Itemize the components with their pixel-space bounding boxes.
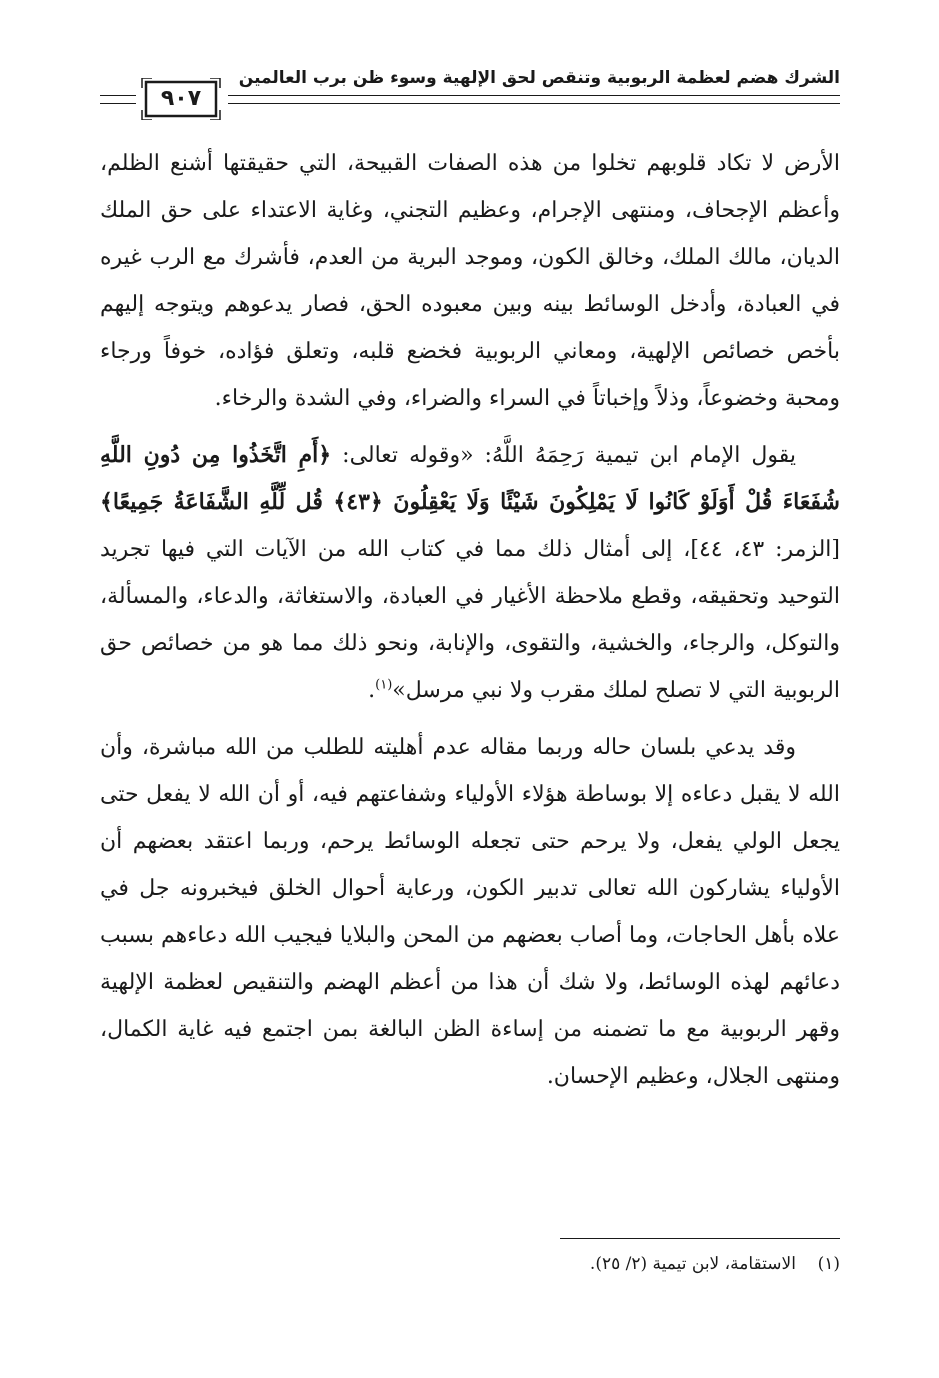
paragraph-1: الأرض لا تكاد قلوبهم تخلوا من هذه الصفات القبيحة، التي حقيقتها أشنع الظلم، وأعظم الإجحاف، ومنتهى الإجرام، وعظيم التجني، وغاية الاعتداء على حق الملك الديان، مالك الملك، وخالق الكون، وموجد البرية من العدم، فأشرك مع الرب غيره في العبادة، وأدخل الوسائط بينه وبين معبوده الحق، فصار يدعوهم ويتوجه إليهم بأخص خصائص الإلهية، ومعاني الربوبية فخضع قلبه، وتعلق فؤاده، خوفاً ورجاء ومحبة وخضوعاً، وذلاً وإخباتاً في السراء والضراء، وفي الشدة والرخاء. xyxy=(100,151,840,411)
header-rule-right-bottom xyxy=(228,103,840,104)
main-text xyxy=(100,140,840,1110)
quote-end: . xyxy=(368,678,376,703)
paragraph-3: وقد يدعي بلسان حاله وربما مقاله عدم أهليته للطلب من الله مباشرة، وأن الله لا يقبل دعاءه إلا بوساطة هؤلاء الأولياء وشفاعتهم فيه، أو أن الله لا يفعل حتى يجعل الولي يفعل، ولا يرحم حتى تجعله الوسائط يرحم، وربما اعتقد بعضهم أن الأولياء يشاركون الله تعالى تدبير الكون، ورعاية أحوال الخلق فيخبرونه جل في علاه بأهل الحاجات، وما أصاب بعضهم من المحن والبلايا فيجيب الله دعاءهم بسبب دعائهم لهذه الوسائط، ولا شك أن هذا من أعظم الهضم والتنقيص لعظمة الإلهية وقهر الربوبية مع ما تضمنه من إساءة الظن البالغة بمن اجتمع فيه غاية الكمال، ومنتهى الجلال، وعظيم الإحسان. xyxy=(100,735,840,1089)
running-title: الشرك هضم لعظمة الربوبية وتنقص لحق الإلهية وسوء ظن برب العالمين xyxy=(238,68,840,88)
footnote-text: الاستقامة، لابن تيمية (٢/ ٢٥). xyxy=(589,1254,796,1274)
page-number: ٩٠٧ xyxy=(160,86,202,111)
paragraph-2 xyxy=(100,432,840,714)
header-rule-left-bottom xyxy=(100,103,136,104)
quote-intro: يقول الإمام ابن تيمية رَحِمَهُ اللَّهُ: «وقوله تعالى: xyxy=(331,443,797,468)
header-rule-right-top xyxy=(228,95,840,96)
footnote-reference[interactable]: (١) xyxy=(375,677,393,693)
footnote-number: (١) xyxy=(817,1254,840,1274)
quote-body: [الزمر: ٤٣، ٤٤]، إلى أمثال ذلك مما في كتاب الله من الآيات التي فيها تجريد التوحيد وتحقيقه، وقطع ملاحظة الأغيار في العبادة، والاستغاثة، والدعاء، والمسألة، والتوكل، والرجاء، والخشية، والتقوى، والإنابة، ونحو ذلك مما هو من خصائص حق الربوبية التي لا تصلح لملك مقرب ولا نبي مرسل» xyxy=(100,537,840,703)
quran-verse: ﴿أَمِ اتَّخَذُوا مِن دُونِ اللَّهِ شُفَعَاءَ قُلْ أَوَلَوْ كَانُوا لَا يَمْلِكُونَ شَيْئًا وَلَا يَعْقِلُونَ ﴿٤٣﴾ قُل لِّلَّهِ الشَّفَاعَةُ جَمِيعًا﴾ xyxy=(100,442,840,515)
page-header xyxy=(100,62,840,126)
footnote-separator xyxy=(560,1238,840,1239)
header-rule-left-top xyxy=(100,95,136,96)
footnote-1 xyxy=(100,1250,840,1278)
page-number-frame xyxy=(140,78,222,120)
